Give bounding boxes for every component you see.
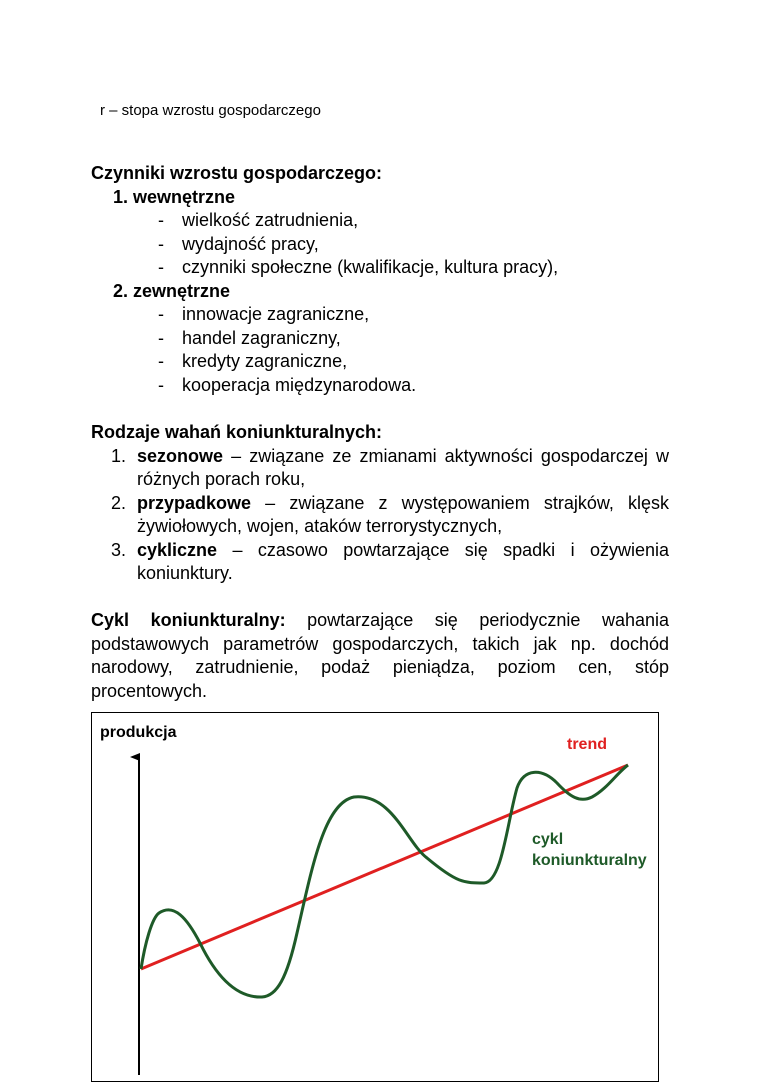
cycle-label: cykl koniunkturalny [532,831,647,869]
list-item: 1. sezonowe – związane ze zmianami aktywności gospodarczej w różnych porach roku, [111,445,669,489]
factors-section [91,162,669,397]
list-item: - czynniki społeczne (kwalifikacje, kultura pracy), [158,257,559,277]
fluctuations-heading: Rodzaje wahań koniunkturalnych: [91,422,383,442]
cycle-definition [91,609,669,703]
y-axis-label: produkcja [100,724,177,741]
trend-label: trend [567,736,607,753]
chart-svg [92,713,660,1083]
factors-heading: Czynniki wzrostu gospodarczego: [91,163,383,183]
list-item: - handel zagraniczny, [158,327,341,348]
list-item: 3. cykliczne – czasowo powtarzające się spadki i ożywienia koniunktury. [111,539,669,583]
intro-text: r – stopa wzrostu gospodarczego [100,102,321,119]
cycle-desc: powtarzające się periodycznie wahania podstawowych parametrów gospodarczych, takich jak np. dochód narodowy, zatrudnienie, podaż pieniądza, poziom cen, stóp procentowych. [91,610,669,701]
cycle-curve [141,765,628,997]
list-item: - wydajność pracy, [158,233,319,254]
list-item: - innowacje zagraniczne, [158,304,370,324]
chart-frame [91,712,659,1082]
fluctuations-section [91,421,669,586]
list-item: - wielkość zatrudnienia, [158,210,359,230]
cycle-term: Cykl koniunkturalny: [91,610,286,630]
list-item: - kredyty zagraniczne, [158,351,348,371]
group-internal-label: 1. wewnętrzne [113,186,236,207]
list-item: - kooperacja międzynarodowa. [158,374,417,395]
list-item: 2. przypadkowe – związane z występowaniem strajków, klęsk żywiołowych, wojen, ataków terrorystycznych, [111,492,669,536]
group-external-label: 2. zewnętrzne [113,280,231,301]
